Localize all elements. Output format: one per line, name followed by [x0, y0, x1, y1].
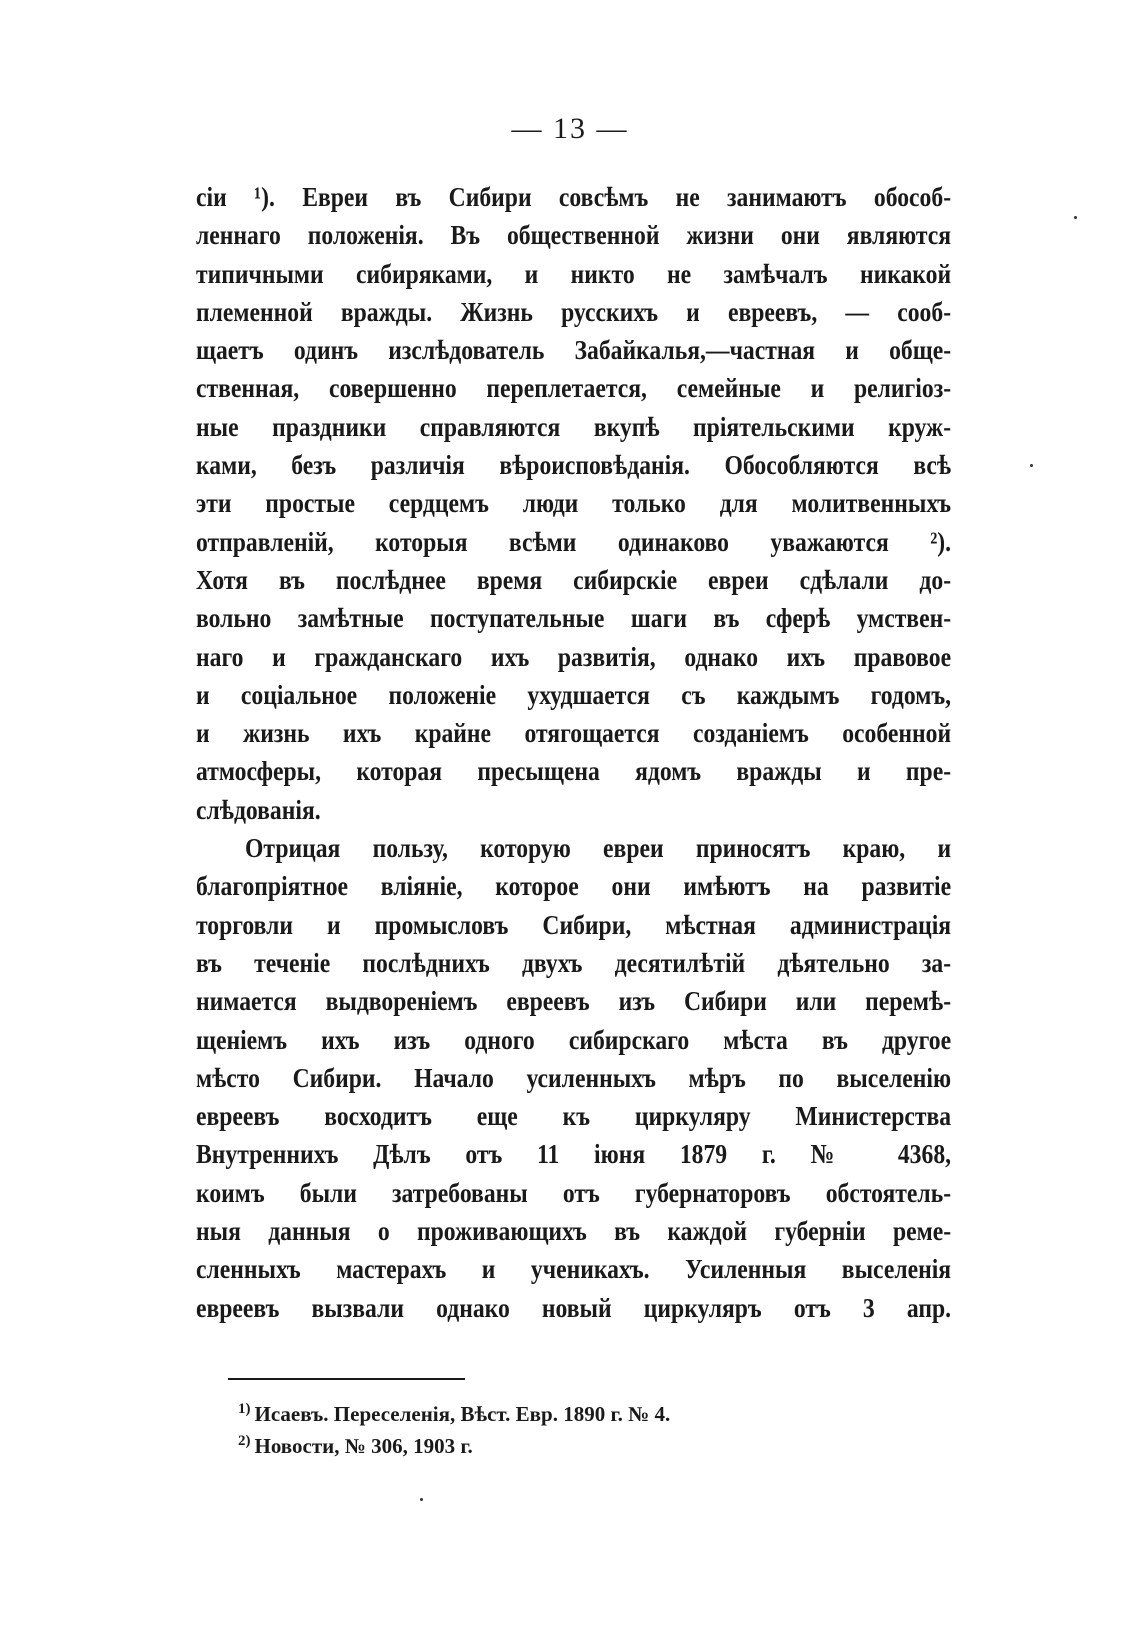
- footnote-mark: 1): [238, 1401, 251, 1417]
- text-line: ственная, совершенно переплетается, семейные и религіоз-: [196, 372, 952, 404]
- text-line: ныя данныя о проживающихъ въ каждой губерніи реме-: [196, 1215, 952, 1247]
- text-line: благопріятное вліяніе, которое они имѣютъ на развитіе: [196, 870, 952, 902]
- text-line: коимъ были затребованы отъ губернаторовъ обстоятель-: [196, 1176, 952, 1208]
- text-line: и соціальное положеніе ухудшается съ каждымъ годомъ,: [196, 678, 952, 710]
- text-line: ками, безъ различія вѣроисповѣданія. Обособляются всѣ: [196, 449, 952, 481]
- paragraph-1: [196, 178, 951, 829]
- text-line: племенной вражды. Жизнь русскихъ и евреевъ, — сооб-: [196, 295, 952, 327]
- body-text: [196, 178, 951, 1327]
- text-line: въ теченіе послѣднихъ двухъ десятилѣтій дѣятельно за-: [196, 946, 952, 978]
- footnote-text: Исаевъ. Переселенія, Вѣст. Евр. 1890 г. № 4.: [254, 1402, 671, 1426]
- text-line: Хотя въ послѣднее время сибирскіе евреи сдѣлали до-: [196, 563, 952, 595]
- text-line: нимается выдвореніемъ евреевъ изъ Сибири или перемѣ-: [196, 985, 952, 1017]
- text-line: слѣдованія.: [196, 793, 321, 825]
- text-line: отправленій, которыя всѣми одинаково уважаются ²).: [196, 525, 952, 557]
- text-line: мѣсто Сибири. Начало усиленныхъ мѣръ по выселенію: [196, 1061, 952, 1093]
- scan-speck: [1074, 216, 1077, 219]
- text-line: атмосферы, которая пресыщена ядомъ вражды и пре-: [196, 755, 952, 787]
- footnote-text: Новости, № 306, 1903 г.: [254, 1434, 473, 1458]
- text-line: Отрицая пользу, которую евреи приносятъ краю, и: [245, 832, 952, 864]
- text-line: вольно замѣтные поступательные шаги въ сферѣ умствен-: [196, 602, 952, 634]
- text-line: евреевъ вызвали однако новый циркуляръ отъ 3 апр.: [196, 1291, 952, 1323]
- footnote-mark: 2): [238, 1433, 251, 1449]
- text-line: щеніемъ ихъ изъ одного сибирскаго мѣста въ другое: [196, 1023, 952, 1055]
- text-line: типичными сибиряками, и никто не замѣчалъ никакой: [196, 257, 952, 289]
- text-line: щаетъ одинъ изслѣдователь Забайкалья,—частная и обще-: [196, 334, 952, 366]
- paragraph-2: [196, 829, 951, 1327]
- scan-speck: [1030, 464, 1033, 467]
- scan-speck: [420, 1498, 423, 1501]
- text-line: сіи ¹). Евреи въ Сибири совсѣмъ не занимаютъ обособ-: [196, 181, 952, 212]
- text-line: наго и гражданскаго ихъ развитія, однако ихъ правовое: [196, 640, 952, 672]
- footnotes: [238, 1398, 938, 1462]
- footnote-1: [238, 1398, 938, 1430]
- text-line: и жизнь ихъ крайне отягощается созданіемъ особенной: [196, 717, 952, 749]
- text-line: сленныхъ мастерахъ и ученикахъ. Усиленныя выселенія: [196, 1253, 952, 1285]
- text-line: ные праздники справляются вкупѣ пріятельскими круж-: [196, 410, 952, 442]
- text-line: торговли и промысловъ Сибири, мѣстная администрація: [196, 908, 952, 940]
- footnote-divider: [228, 1378, 465, 1380]
- text-line: эти простые сердцемъ люди только для молитвенныхъ: [196, 487, 952, 519]
- text-line: леннаго положенія. Въ общественной жизни они являются: [196, 219, 952, 251]
- footnote-2: [238, 1430, 938, 1462]
- text-line: евреевъ восходитъ еще къ циркуляру Министерства: [196, 1100, 952, 1132]
- text-line: Внутреннихъ Дѣлъ отъ 11 іюня 1879 г. № 4368,: [196, 1138, 952, 1170]
- page-number: — 13 —: [511, 112, 629, 145]
